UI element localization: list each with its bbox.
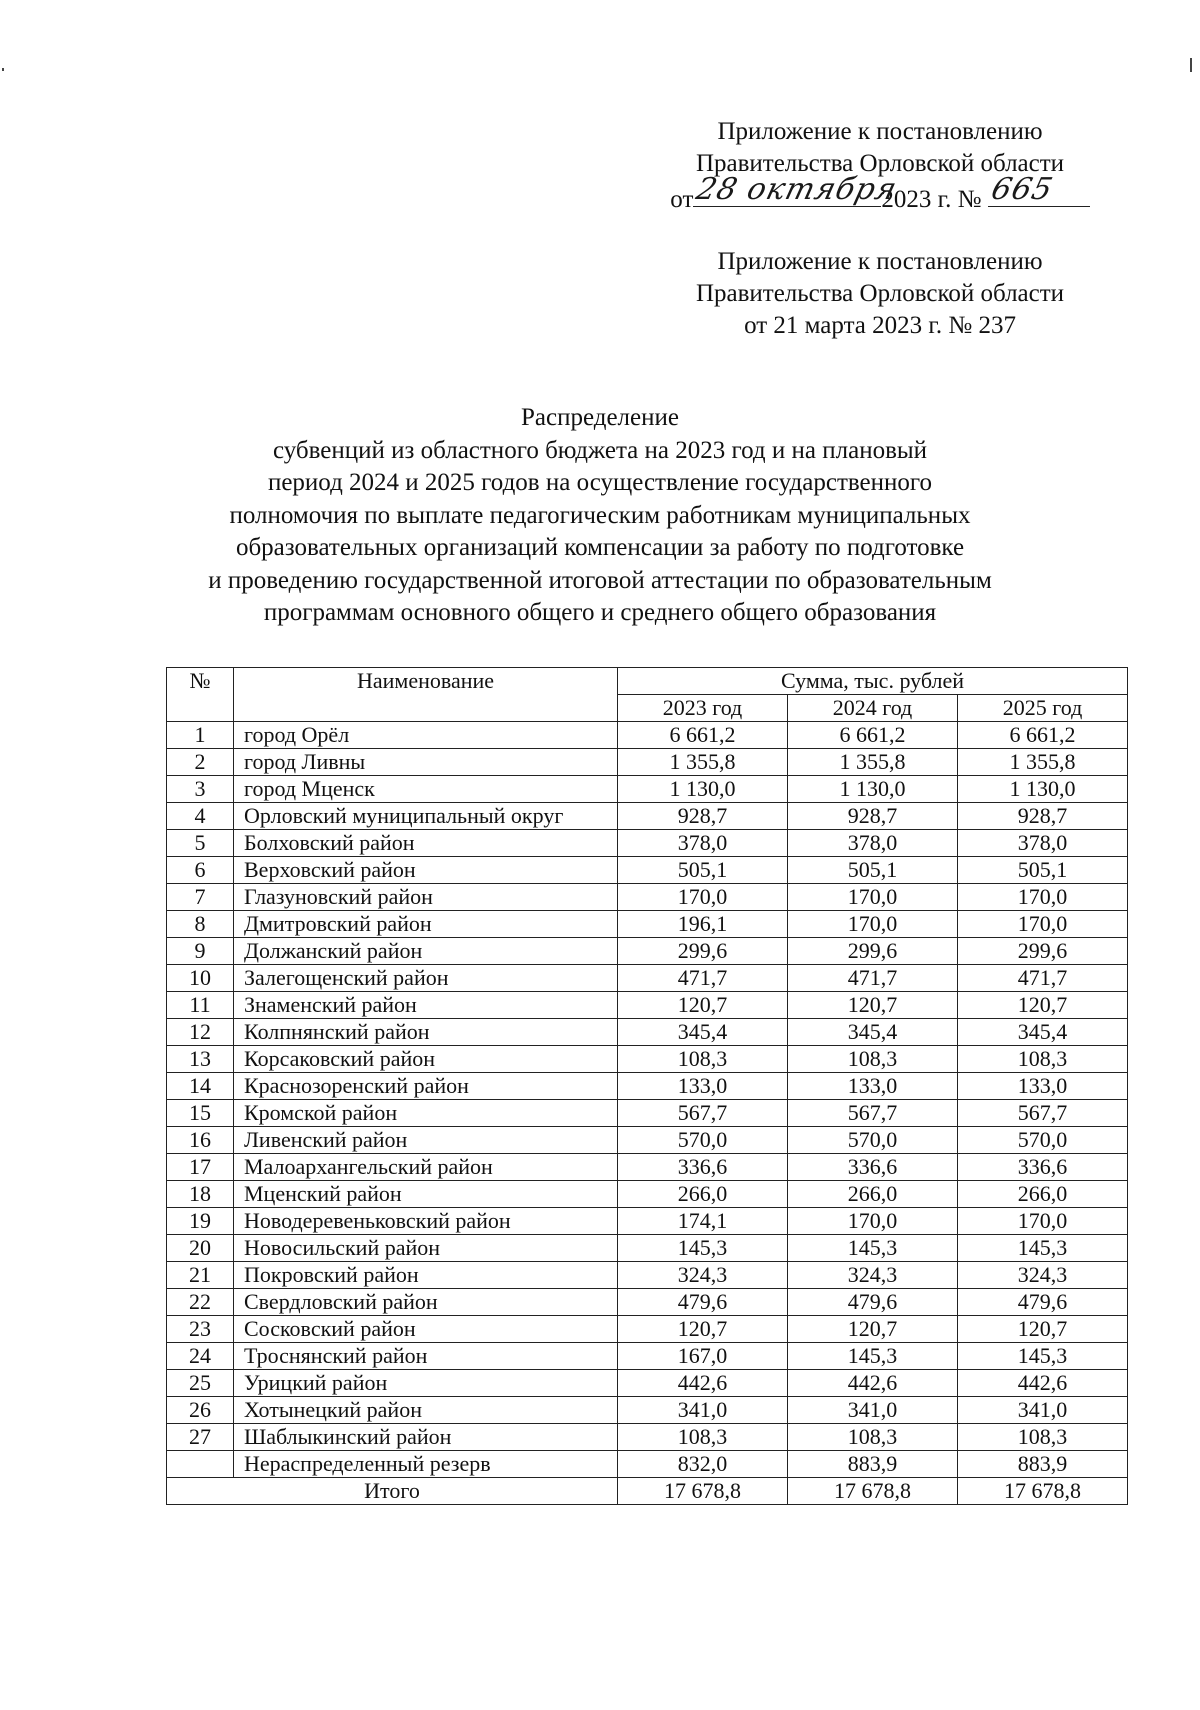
- row-value-2025: 170,0: [958, 911, 1128, 938]
- row-name: Шаблыкинский район: [234, 1424, 618, 1451]
- row-name: Свердловский район: [234, 1289, 618, 1316]
- row-value-2025: 108,3: [958, 1046, 1128, 1073]
- row-name: Глазуновский район: [234, 884, 618, 911]
- row-number: 19: [167, 1208, 234, 1235]
- row-value-2024: 1 355,8: [788, 749, 958, 776]
- row-value-2025: 883,9: [958, 1451, 1128, 1478]
- table-row: [167, 1154, 1128, 1181]
- row-value-2023: 266,0: [618, 1181, 788, 1208]
- row-name: Знаменский район: [234, 992, 618, 1019]
- row-value-2025: 120,7: [958, 1316, 1128, 1343]
- header-2024: 2024 год: [788, 695, 958, 722]
- row-number: 4: [167, 803, 234, 830]
- row-value-2024: 120,7: [788, 992, 958, 1019]
- row-value-2024: 570,0: [788, 1127, 958, 1154]
- row-value-2023: 6 661,2: [618, 722, 788, 749]
- row-number: 6: [167, 857, 234, 884]
- row-value-2025: 108,3: [958, 1424, 1128, 1451]
- table-row: [167, 1235, 1128, 1262]
- table-row: [167, 1316, 1128, 1343]
- row-value-2023: 1 130,0: [618, 776, 788, 803]
- date-prefix: от: [670, 186, 694, 213]
- table-row: [167, 1208, 1128, 1235]
- scan-artifact-right: [1190, 58, 1192, 72]
- row-number: 2: [167, 749, 234, 776]
- row-name: Ливенский район: [234, 1127, 618, 1154]
- row-number: 27: [167, 1424, 234, 1451]
- row-name: Урицкий район: [234, 1370, 618, 1397]
- row-number: 20: [167, 1235, 234, 1262]
- row-value-2024: 471,7: [788, 965, 958, 992]
- row-name: Хотынецкий район: [234, 1397, 618, 1424]
- table-row: [167, 938, 1128, 965]
- row-value-2025: 145,3: [958, 1235, 1128, 1262]
- row-value-2025: 442,6: [958, 1370, 1128, 1397]
- row-value-2025: 324,3: [958, 1262, 1128, 1289]
- scan-artifact-left: [2, 68, 4, 71]
- row-name: Верховский район: [234, 857, 618, 884]
- row-value-2023: 108,3: [618, 1046, 788, 1073]
- row-value-2025: 120,7: [958, 992, 1128, 1019]
- row-name: Колпнянский район: [234, 1019, 618, 1046]
- row-number: 11: [167, 992, 234, 1019]
- appendix-original: [660, 246, 1100, 342]
- row-value-2025: 345,4: [958, 1019, 1128, 1046]
- row-value-2023: 567,7: [618, 1100, 788, 1127]
- row-value-2023: 378,0: [618, 830, 788, 857]
- row-value-2023: 442,6: [618, 1370, 788, 1397]
- row-value-2025: 6 661,2: [958, 722, 1128, 749]
- row-name: Новосильский район: [234, 1235, 618, 1262]
- table-row: [167, 1127, 1128, 1154]
- table-row: [167, 1046, 1128, 1073]
- table-row: [167, 1100, 1128, 1127]
- title-line7: программам основного общего и среднего общего образования: [263, 599, 937, 626]
- row-name: Корсаковский район: [234, 1046, 618, 1073]
- row-value-2024: 108,3: [788, 1424, 958, 1451]
- total-label: Итого: [167, 1478, 618, 1505]
- table-row: [167, 1289, 1128, 1316]
- row-number: 21: [167, 1262, 234, 1289]
- date-blank: [693, 172, 902, 207]
- row-value-2025: 479,6: [958, 1289, 1128, 1316]
- row-name: Болховский район: [234, 830, 618, 857]
- row-name: Сосковский район: [234, 1316, 618, 1343]
- row-name: Мценский район: [234, 1181, 618, 1208]
- table-row: [167, 992, 1128, 1019]
- row-value-2024: 133,0: [788, 1073, 958, 1100]
- row-value-2024: 505,1: [788, 857, 958, 884]
- row-name: Троснянский район: [234, 1343, 618, 1370]
- header-sum: Сумма, тыс. рублей: [618, 668, 1128, 695]
- table-row: [167, 722, 1128, 749]
- appendix-orig-line3: от 21 марта 2023 г. № 237: [744, 312, 1016, 339]
- appendix-date-row: [660, 172, 1100, 214]
- number-blank: [987, 172, 1090, 207]
- row-value-2025: 170,0: [958, 1208, 1128, 1235]
- row-value-2025: 378,0: [958, 830, 1128, 857]
- row-value-2024: 345,4: [788, 1019, 958, 1046]
- row-value-2025: 570,0: [958, 1127, 1128, 1154]
- row-number: 22: [167, 1289, 234, 1316]
- table-row: [167, 965, 1128, 992]
- row-name: Орловский муниципальный округ: [234, 803, 618, 830]
- row-value-2023: 471,7: [618, 965, 788, 992]
- row-value-2024: 336,6: [788, 1154, 958, 1181]
- row-value-2025: 471,7: [958, 965, 1128, 992]
- row-value-2025: 928,7: [958, 803, 1128, 830]
- row-value-2023: 479,6: [618, 1289, 788, 1316]
- row-value-2024: 378,0: [788, 830, 958, 857]
- row-value-2023: 832,0: [618, 1451, 788, 1478]
- row-number: 1: [167, 722, 234, 749]
- title-line6: и проведению государственной итоговой аттестации по образовательным: [208, 566, 992, 594]
- row-value-2023: 145,3: [618, 1235, 788, 1262]
- row-value-2023: 505,1: [618, 857, 788, 884]
- row-value-2023: 341,0: [618, 1397, 788, 1424]
- row-value-2024: 479,6: [788, 1289, 958, 1316]
- row-value-2025: 170,0: [958, 884, 1128, 911]
- row-name: Должанский район: [234, 938, 618, 965]
- row-value-2023: 299,6: [618, 938, 788, 965]
- header-name: Наименование: [234, 668, 618, 722]
- distribution-table: [166, 667, 1128, 1505]
- title-line5: образовательных организаций компенсации за работу по подготовке: [235, 534, 965, 561]
- total-2025: 17 678,8: [958, 1478, 1128, 1505]
- row-name: город Ливны: [234, 749, 618, 776]
- row-value-2025: 505,1: [958, 857, 1128, 884]
- row-value-2024: 324,3: [788, 1262, 958, 1289]
- row-number: 14: [167, 1073, 234, 1100]
- row-value-2023: 120,7: [618, 992, 788, 1019]
- row-value-2025: 341,0: [958, 1397, 1128, 1424]
- appendix-current-amendment: [660, 116, 1100, 214]
- appendix-line1: Приложение к постановлению: [717, 118, 1043, 145]
- header-2025: 2025 год: [958, 695, 1128, 722]
- table-row: [167, 1181, 1128, 1208]
- row-value-2025: 145,3: [958, 1343, 1128, 1370]
- table-row: [167, 1073, 1128, 1100]
- row-value-2023: 345,4: [618, 1019, 788, 1046]
- row-value-2024: 299,6: [788, 938, 958, 965]
- row-value-2023: 196,1: [618, 911, 788, 938]
- row-value-2024: 567,7: [788, 1100, 958, 1127]
- row-value-2023: 1 355,8: [618, 749, 788, 776]
- row-number: 12: [167, 1019, 234, 1046]
- row-value-2024: 1 130,0: [788, 776, 958, 803]
- row-number: 23: [167, 1316, 234, 1343]
- row-number: 7: [167, 884, 234, 911]
- handwritten-date: 28 октября: [693, 172, 902, 207]
- row-value-2023: 167,0: [618, 1343, 788, 1370]
- row-value-2023: 928,7: [618, 803, 788, 830]
- appendix-line2: Правительства Орловской области: [695, 150, 1065, 177]
- table-row: [167, 1451, 1128, 1478]
- row-name: Дмитровский район: [234, 911, 618, 938]
- row-value-2024: 145,3: [788, 1343, 958, 1370]
- row-value-2023: 133,0: [618, 1073, 788, 1100]
- title-line1: Распределение: [521, 404, 679, 431]
- table-row: [167, 1397, 1128, 1424]
- row-value-2023: 174,1: [618, 1208, 788, 1235]
- table-row: [167, 884, 1128, 911]
- row-value-2025: 133,0: [958, 1073, 1128, 1100]
- row-number: 16: [167, 1127, 234, 1154]
- title-line2: субвенций из областного бюджета на 2023 год и на плановый: [272, 436, 928, 464]
- row-value-2025: 266,0: [958, 1181, 1128, 1208]
- table-row: [167, 1343, 1128, 1370]
- row-value-2024: 120,7: [788, 1316, 958, 1343]
- header-2023: 2023 год: [618, 695, 788, 722]
- handwritten-number: 665: [987, 172, 1057, 207]
- title-line4: полномочия по выплате педагогическим работникам муниципальных: [229, 501, 971, 529]
- row-value-2025: 1 355,8: [958, 749, 1128, 776]
- table-row: [167, 911, 1128, 938]
- row-number: 18: [167, 1181, 234, 1208]
- header-num: №: [167, 668, 234, 722]
- table-row: [167, 1370, 1128, 1397]
- row-name: Краснозоренский район: [234, 1073, 618, 1100]
- row-value-2024: 928,7: [788, 803, 958, 830]
- row-value-2023: 324,3: [618, 1262, 788, 1289]
- row-name: Новодеревеньковский район: [234, 1208, 618, 1235]
- table-row: [167, 749, 1128, 776]
- row-value-2024: 108,3: [788, 1046, 958, 1073]
- row-value-2023: 570,0: [618, 1127, 788, 1154]
- row-value-2025: 567,7: [958, 1100, 1128, 1127]
- table-header-row: [167, 668, 1128, 695]
- row-value-2023: 170,0: [618, 884, 788, 911]
- table-row: [167, 857, 1128, 884]
- row-number: 9: [167, 938, 234, 965]
- row-number: 13: [167, 1046, 234, 1073]
- row-value-2023: 108,3: [618, 1424, 788, 1451]
- row-number: 25: [167, 1370, 234, 1397]
- row-value-2025: 299,6: [958, 938, 1128, 965]
- row-name: Покровский район: [234, 1262, 618, 1289]
- row-name: Залегощенский район: [234, 965, 618, 992]
- row-value-2024: 170,0: [788, 911, 958, 938]
- table-row: [167, 803, 1128, 830]
- row-number: 8: [167, 911, 234, 938]
- table-body: [167, 722, 1128, 1478]
- row-number: 3: [167, 776, 234, 803]
- row-value-2024: 442,6: [788, 1370, 958, 1397]
- row-number: 15: [167, 1100, 234, 1127]
- row-value-2024: 145,3: [788, 1235, 958, 1262]
- table-row: [167, 1262, 1128, 1289]
- row-value-2025: 336,6: [958, 1154, 1128, 1181]
- row-value-2024: 883,9: [788, 1451, 958, 1478]
- row-value-2024: 266,0: [788, 1181, 958, 1208]
- row-value-2023: 336,6: [618, 1154, 788, 1181]
- table-row: [167, 830, 1128, 857]
- table-row: [167, 776, 1128, 803]
- row-value-2024: 6 661,2: [788, 722, 958, 749]
- total-row: [167, 1478, 1128, 1505]
- document-title: [140, 402, 1060, 630]
- title-line3: период 2024 и 2025 годов на осуществление государственного: [267, 469, 933, 496]
- row-name: Малоархангельский район: [234, 1154, 618, 1181]
- year-text: 2023 г. №: [881, 186, 982, 213]
- row-value-2024: 170,0: [788, 1208, 958, 1235]
- row-value-2023: 120,7: [618, 1316, 788, 1343]
- row-name: город Орёл: [234, 722, 618, 749]
- row-name: Нераспределенный резерв: [234, 1451, 618, 1478]
- row-value-2025: 1 130,0: [958, 776, 1128, 803]
- row-value-2024: 170,0: [788, 884, 958, 911]
- row-number: 24: [167, 1343, 234, 1370]
- row-number: 17: [167, 1154, 234, 1181]
- total-2024: 17 678,8: [788, 1478, 958, 1505]
- appendix-orig-line1: Приложение к постановлению: [717, 248, 1043, 275]
- row-number: 5: [167, 830, 234, 857]
- total-2023: 17 678,8: [618, 1478, 788, 1505]
- row-number: 26: [167, 1397, 234, 1424]
- table-row: [167, 1424, 1128, 1451]
- appendix-orig-line2: Правительства Орловской области: [695, 280, 1065, 307]
- row-name: город Мценск: [234, 776, 618, 803]
- table-row: [167, 1019, 1128, 1046]
- row-value-2024: 341,0: [788, 1397, 958, 1424]
- row-number: [167, 1451, 234, 1478]
- row-name: Кромской район: [234, 1100, 618, 1127]
- row-number: 10: [167, 965, 234, 992]
